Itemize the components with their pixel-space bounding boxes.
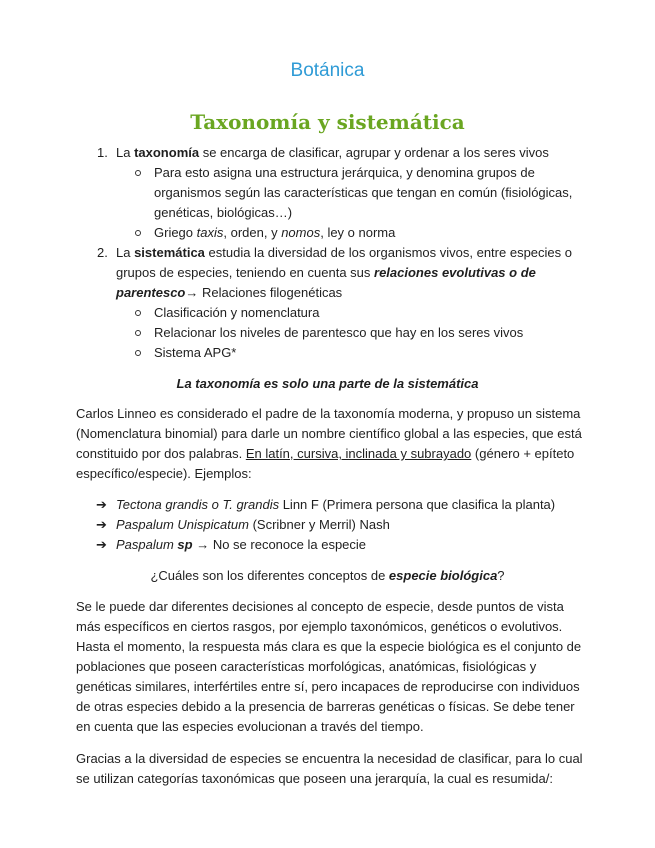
- question-heading: ¿Cuáles son los diferentes conceptos de especie biológica?: [150, 568, 505, 583]
- paragraph-line: Carlos Linneo es considerado el padre de la taxonomía moderna, y propuso un sistema: [76, 406, 581, 421]
- bullet-icon: [135, 170, 141, 176]
- bullet-icon: [135, 330, 141, 336]
- paragraph-line: Hasta el momento, la respuesta más clara es que la especie biológica es el conjunto de: [76, 639, 582, 654]
- paragraph-line: más específicos en ciertos rasgos, por ejemplo taxonómicos, genéticos o evolutivos.: [76, 619, 563, 634]
- bullet-icon: [135, 230, 141, 236]
- paragraph-line: genéticas similares, interfértiles entre sí, pero incapaces de reproducirse con individuos: [76, 679, 580, 694]
- sub-item-text: genéticas, biológicas…): [154, 205, 293, 220]
- paragraph-line: poblaciones que poseen características morfológicas, anatómicas, fisiológicas y: [76, 659, 537, 674]
- sub-item-text: Griego taxis, orden, y nomos, ley o norma: [154, 225, 396, 240]
- list-number: 1.: [97, 145, 108, 160]
- paragraph-line: de otras especies debido a la presencia de barreras genéticas o físicas. Se debe tener: [76, 699, 575, 714]
- example-item: Tectona grandis o T. grandis Linn F (Primera persona que clasifica la planta): [116, 497, 556, 512]
- list-item-sistematica: La sistemática estudia la diversidad de los organismos vivos, entre especies o: [116, 245, 572, 260]
- sub-item-text: Para esto asigna una estructura jerárquica, y denomina grupos de: [154, 165, 535, 180]
- list-item-text: grupos de especies, teniendo en cuenta sus relaciones evolutivas o de: [116, 265, 536, 280]
- sub-item-text: Clasificación y nomenclatura: [154, 305, 320, 320]
- sub-item-text: Relacionar los niveles de parentesco que hay en los seres vivos: [154, 325, 524, 340]
- list-number: 2.: [97, 245, 108, 260]
- bullet-icon: [135, 350, 141, 356]
- list-item-taxonomia: La taxonomía se encarga de clasificar, agrupar y ordenar a los seres vivos: [116, 145, 549, 160]
- paragraph-line: constituido por dos palabras. En latín, cursiva, inclinada y subrayado (género + epíteto: [76, 446, 575, 461]
- arrow-bullet-icon: ➔: [96, 517, 107, 532]
- example-item: Paspalum Unispicatum (Scribner y Merril) Nash: [116, 517, 390, 532]
- sub-item-text: organismos según las características que tengan en común (fisiológicas,: [154, 185, 573, 200]
- paragraph-line: en cuenta que las especies evolucionan a través del tiempo.: [76, 719, 424, 734]
- paragraph-line: específico/especie). Ejemplos:: [76, 466, 252, 481]
- paragraph-line: se utilizan categorías taxonómicas que poseen una jerarquía, la cual es resumida/:: [76, 771, 553, 786]
- paragraph-line: (Nomenclatura binomial) para darle un nombre científico global a las especies, que está: [76, 426, 582, 441]
- subject-heading: Botánica: [290, 60, 365, 81]
- paragraph-line: Se le puede dar diferentes decisiones al concepto de especie, desde puntos de vista: [76, 599, 564, 614]
- note-text: La taxonomía es solo una parte de la sistemática: [176, 376, 479, 391]
- page-title: Taxonomía y sistemática: [190, 110, 465, 134]
- bullet-icon: [135, 310, 141, 316]
- example-item: Paspalum sp → No se reconoce la especie: [116, 537, 367, 552]
- arrow-bullet-icon: ➔: [96, 537, 107, 552]
- list-item-text: parentesco→ Relaciones filogenéticas: [116, 285, 343, 300]
- paragraph-line: Gracias a la diversidad de especies se encuentra la necesidad de clasificar, para lo cual: [76, 751, 583, 766]
- sub-item-text: Sistema APG*: [154, 345, 237, 360]
- arrow-bullet-icon: ➔: [96, 497, 107, 512]
